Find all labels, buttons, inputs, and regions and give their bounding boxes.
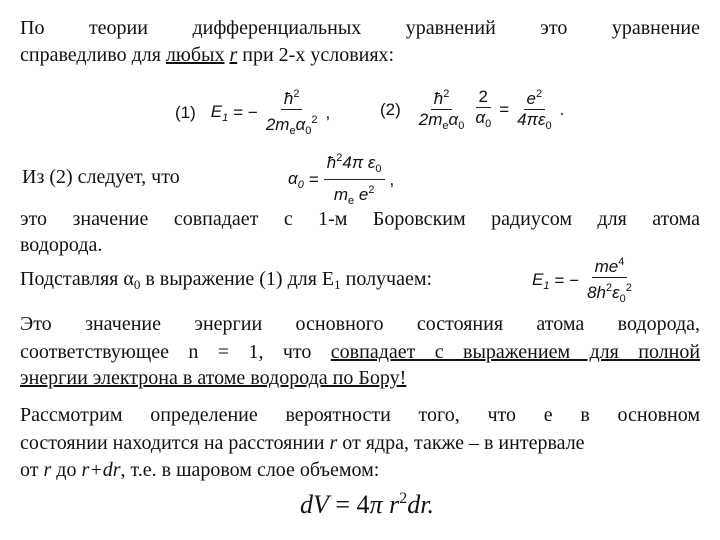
sym: 8h [587, 283, 606, 302]
sup: 2 [368, 184, 375, 196]
word: основном [617, 404, 701, 426]
fraction [514, 84, 554, 136]
denominator [514, 110, 554, 136]
sym: r [389, 490, 400, 519]
word: состояния [416, 313, 504, 335]
text: справедливо для [20, 44, 166, 66]
prob-line-3 [20, 458, 700, 483]
subst-text [20, 267, 520, 297]
word: соответствующее [20, 341, 170, 363]
sub: 1 [543, 279, 550, 292]
sym: 2m [265, 115, 290, 134]
sup: 2 [625, 282, 632, 294]
word: энергии [194, 313, 263, 335]
sym: ħ [433, 89, 444, 108]
sub: 0 [545, 120, 552, 132]
numerator [524, 84, 546, 110]
eq-label: (2) [380, 100, 401, 119]
text: Подставляя α [20, 268, 134, 290]
word: 1-м [318, 208, 348, 230]
var-r: r [43, 459, 52, 481]
word: 1, [248, 341, 264, 363]
sub: 0 [458, 120, 465, 132]
comma: , [325, 102, 331, 122]
eq-sign: = [499, 100, 510, 119]
prob-line-1 [20, 403, 700, 428]
alpha-symbol [288, 169, 304, 191]
sub: 1 [222, 111, 229, 124]
fraction [472, 87, 494, 134]
word: того, [418, 404, 460, 426]
sym: E [532, 269, 544, 289]
fraction [584, 252, 635, 309]
from-eq2-text: Из (2) следует, что [22, 166, 180, 188]
text: от [20, 459, 44, 481]
numerator [592, 252, 628, 278]
text: от ядра, также – в интервале [337, 432, 585, 454]
sym: ħ [326, 153, 337, 172]
word: Боровским [372, 208, 466, 230]
intro-line-1 [20, 16, 700, 41]
sup: 2 [399, 490, 408, 507]
text: , т.е. в шаровом слое объемом: [120, 459, 380, 481]
fraction [263, 84, 321, 141]
sym: e [526, 89, 537, 108]
numerator [281, 84, 303, 110]
sym: me [594, 257, 619, 276]
word: для [597, 208, 627, 230]
word: n [188, 341, 199, 363]
sub: e [348, 195, 355, 207]
underlined-text: совпадает с выражением для полной [330, 341, 701, 363]
sym: 4πε [517, 110, 546, 129]
word: е [543, 404, 553, 426]
sym: m [333, 185, 349, 204]
word: это [20, 208, 48, 230]
sub: 0 [305, 125, 312, 137]
word: теории [88, 17, 148, 39]
sup: 4 [618, 256, 625, 268]
word: радиусом [491, 208, 572, 230]
sup: 2 [536, 88, 543, 100]
alpha0-equation [288, 148, 394, 211]
word: По [20, 17, 45, 39]
text: получаем: [340, 268, 433, 290]
underlined-text: энергии электрона в атоме водорода по Бору [20, 367, 400, 389]
word: основного [295, 313, 384, 335]
sym: dr. [407, 490, 434, 519]
sup: 2 [605, 282, 613, 294]
sym: ħ [283, 89, 294, 108]
sub: 1 [334, 277, 341, 292]
equation-1 [175, 84, 330, 141]
sup: 2 [443, 88, 450, 100]
word: что [282, 341, 312, 363]
word: = [217, 341, 230, 363]
comma: , [389, 169, 395, 189]
sym: e [354, 185, 369, 204]
denominator [416, 110, 468, 136]
denominator [472, 108, 494, 134]
numerator [324, 148, 385, 180]
sup: 2 [336, 152, 343, 164]
text: в выражение (1) для E [140, 268, 335, 290]
var-r: r [329, 432, 338, 454]
bohr-line-2: водорода. [20, 234, 103, 256]
numerator: 2 [476, 87, 491, 108]
equation-2 [380, 84, 564, 136]
prob-line-2 [20, 431, 700, 456]
sup: 2 [293, 88, 300, 100]
sym: α [288, 168, 298, 188]
energy-line-3 [20, 366, 700, 391]
sub: 0 [375, 163, 382, 175]
word: значение [85, 313, 161, 335]
sub: 0 [485, 117, 492, 130]
exclamation: ! [399, 367, 407, 389]
e-symbol [211, 102, 228, 124]
word: Это [20, 313, 52, 335]
sym: 4π ε [342, 153, 376, 172]
eq-sign: = 4 [335, 490, 370, 519]
sym: α [295, 115, 306, 134]
sub: e [442, 120, 449, 132]
sym: 2m [418, 110, 443, 129]
word: в [580, 404, 590, 426]
word: что [487, 404, 516, 426]
eq-label: (1) [175, 102, 196, 122]
sub: e [289, 125, 296, 137]
word: вероятности [285, 404, 391, 426]
text: состоянии находится на расстоянии [20, 432, 330, 454]
word: атома [536, 313, 585, 335]
fraction [324, 148, 385, 211]
denominator [263, 110, 321, 141]
energy-equation [532, 252, 635, 309]
sub: 0 [619, 293, 626, 305]
sym: E [210, 101, 223, 121]
word: Рассмотрим [20, 404, 123, 426]
var-rdr: r+dr [81, 459, 121, 481]
sup: 2 [311, 114, 318, 126]
numerator [431, 84, 453, 110]
sym: dV [300, 490, 329, 519]
word: атома [652, 208, 701, 230]
text: при 2-х условиях: [237, 44, 395, 66]
word: водорода, [617, 313, 701, 335]
e-symbol [532, 270, 549, 292]
energy-line-1 [20, 312, 700, 337]
word: значение [72, 208, 149, 230]
word: определение [150, 404, 258, 426]
word: с [283, 208, 293, 230]
fraction [416, 84, 468, 136]
word: уравнений [405, 17, 496, 39]
period: . [559, 100, 565, 119]
bohr-line-1 [20, 207, 700, 232]
word: дифференциальных [192, 17, 362, 39]
word: совпадает [173, 208, 259, 230]
denominator [584, 278, 635, 309]
word: уравнение [611, 17, 701, 39]
underlined-text: любых [165, 44, 225, 66]
text: до [51, 459, 82, 481]
sub: 0 [133, 277, 141, 292]
eq-sign: = − [554, 270, 580, 290]
sub: 0 [297, 178, 304, 191]
eq-sign: = − [233, 102, 258, 122]
intro-line-2 [20, 43, 700, 68]
energy-line-2 [20, 340, 700, 365]
sym: ε [612, 283, 620, 302]
sym: α [475, 107, 486, 127]
var-r: r [229, 44, 238, 66]
word: это [540, 17, 568, 39]
eq-sign: = [308, 169, 319, 189]
sym: α [448, 110, 459, 129]
volume-formula [300, 490, 434, 520]
sym: π [369, 490, 383, 519]
